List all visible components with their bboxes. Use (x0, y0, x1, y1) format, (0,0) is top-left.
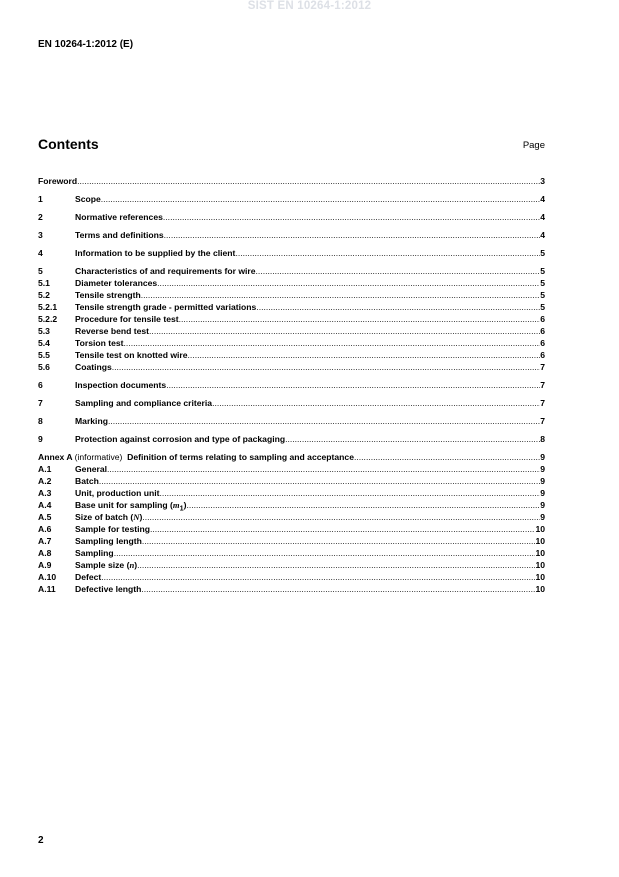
toc-entry[interactable] (38, 313, 545, 325)
table-of-contents (38, 175, 545, 595)
toc-entry-number: 5 (38, 266, 43, 276)
toc-entry-title: Torsion test (75, 338, 124, 348)
toc-entry-number: 6 (38, 380, 43, 390)
toc-entry-page: 9 (540, 488, 545, 498)
toc-entry-title: Foreword (38, 176, 78, 186)
toc-entry-number: A.5 (38, 512, 52, 522)
toc-entry[interactable] (38, 511, 545, 523)
dot-leader (149, 325, 540, 337)
toc-annex-heading (38, 451, 354, 463)
dot-leader (163, 211, 540, 223)
toc-entry[interactable] (38, 265, 545, 277)
toc-entry-page: 9 (540, 476, 545, 486)
page-title: Contents (38, 136, 99, 152)
toc-entry[interactable] (38, 337, 545, 349)
toc-entry-number: A.2 (38, 476, 52, 486)
toc-entry-number: A.10 (38, 572, 57, 582)
toc-entry-number: A.4 (38, 500, 52, 510)
dot-leader (160, 487, 541, 499)
title-text: Sample size ( (75, 560, 130, 570)
toc-entry-page: 5 (540, 290, 545, 300)
toc-entry-number: A.9 (38, 560, 52, 570)
toc-entry-title: Information to be supplied by the client (75, 248, 236, 258)
toc-entry-title: Reverse bend test (75, 326, 150, 336)
toc-entry-title: Diameter tolerances (75, 278, 158, 288)
annex-type: (informative) (74, 452, 123, 462)
dot-leader (166, 379, 540, 391)
toc-entry[interactable] (38, 415, 545, 427)
toc-entry-title (75, 511, 142, 523)
toc-entry-title: Protection against corrosion and type of packaging (75, 434, 286, 444)
toc-entry-page: 7 (540, 416, 545, 426)
dot-leader (157, 277, 540, 289)
dot-leader (183, 499, 540, 511)
toc-entry[interactable] (38, 325, 545, 337)
toc-entry[interactable] (38, 229, 545, 241)
toc-entry-page: 7 (540, 398, 545, 408)
toc-entry-page: 5 (540, 278, 545, 288)
dot-leader (77, 175, 540, 187)
dot-leader (188, 349, 541, 361)
dot-leader (141, 583, 535, 595)
toc-entry-title: Scope (75, 194, 101, 204)
dot-leader (142, 535, 536, 547)
toc-entry[interactable] (38, 379, 545, 391)
toc-entry-page: 10 (535, 524, 545, 534)
toc-entry-page: 9 (540, 452, 545, 462)
watermark: SIST EN 10264-1:2012 (247, 0, 372, 12)
toc-entry-title: Tensile strength grade - permitted variations (75, 302, 257, 312)
toc-entry-number: A.6 (38, 524, 52, 534)
toc-entry-number: A.11 (38, 584, 56, 594)
toc-entry-number: 5.3 (38, 326, 50, 336)
toc-entry-page: 7 (540, 380, 545, 390)
title-text-end: ) (183, 500, 187, 510)
toc-entry-title: Normative references (75, 212, 163, 222)
toc-entry[interactable] (38, 433, 545, 445)
dot-leader (107, 463, 540, 475)
toc-entry[interactable] (38, 397, 545, 409)
toc-entry-page: 6 (540, 350, 545, 360)
toc-entry-page: 5 (540, 266, 545, 276)
toc-entry-number: 1 (38, 194, 43, 204)
toc-entry[interactable] (38, 361, 545, 373)
toc-entry-page: 7 (540, 362, 545, 372)
toc-entry-number: 5.6 (38, 362, 50, 372)
toc-entry-title: Batch (75, 476, 99, 486)
toc-entry-title: Tensile strength (75, 290, 141, 300)
toc-entry-number: 8 (38, 416, 43, 426)
toc-entry[interactable] (38, 349, 545, 361)
dot-leader (101, 571, 535, 583)
toc-entry-number: 5.4 (38, 338, 50, 348)
toc-entry[interactable] (38, 301, 545, 313)
toc-entry-title: Tensile test on knotted wire (75, 350, 188, 360)
symbol-variable: N (133, 512, 140, 522)
toc-entry-title: Sample for testing (75, 524, 150, 534)
toc-entry-number: 5.2 (38, 290, 50, 300)
dot-leader (212, 397, 540, 409)
toc-entry-number: A.7 (38, 536, 52, 546)
toc-entry[interactable] (38, 559, 545, 571)
dot-leader (354, 451, 540, 463)
toc-entry-page: 10 (535, 584, 545, 594)
toc-entry-number: 3 (38, 230, 43, 240)
toc-entry-title: Marking (75, 416, 108, 426)
title-text-end: ) (139, 512, 143, 522)
dot-leader (179, 313, 541, 325)
dot-leader (137, 559, 535, 571)
toc-entry-page: 5 (540, 248, 545, 258)
toc-entry-title: Sampling (75, 548, 114, 558)
dot-leader (141, 289, 540, 301)
toc-entry[interactable] (38, 499, 545, 511)
toc-entry[interactable] (38, 247, 545, 259)
toc-entry-page: 6 (540, 314, 545, 324)
toc-entry-title: Defective length (75, 584, 142, 594)
toc-entry-number: 5.1 (38, 278, 50, 288)
toc-entry-page: 6 (540, 326, 545, 336)
dot-leader (108, 415, 540, 427)
toc-entry-page: 9 (540, 464, 545, 474)
dot-leader (285, 433, 540, 445)
toc-entry-number: 4 (38, 248, 43, 258)
toc-entry-number: 5.5 (38, 350, 50, 360)
toc-entry[interactable] (38, 523, 545, 535)
dot-leader (256, 301, 540, 313)
toc-entry-title: Sampling length (75, 536, 142, 546)
page-number: 2 (38, 835, 44, 846)
toc-entry-number: 7 (38, 398, 43, 408)
dot-leader (150, 523, 535, 535)
toc-entry-page: 10 (535, 536, 545, 546)
symbol-variable: m (172, 500, 180, 510)
toc-entry-page: 10 (535, 572, 545, 582)
toc-entry-number: 5.2.1 (38, 302, 58, 312)
dot-leader (164, 229, 541, 241)
dot-leader (235, 247, 540, 259)
toc-entry-title: General (75, 464, 108, 474)
toc-entry[interactable] (38, 211, 545, 223)
title-text: Base unit for sampling ( (75, 500, 173, 510)
toc-entry[interactable] (38, 487, 545, 499)
toc-entry-number: A.3 (38, 488, 52, 498)
toc-entry-page: 10 (535, 548, 545, 558)
toc-entry-page: 6 (540, 338, 545, 348)
dot-leader (99, 475, 540, 487)
toc-entry-title: Unit, production unit (75, 488, 160, 498)
toc-entry-page: 9 (540, 500, 545, 510)
toc-entry-page: 10 (535, 560, 545, 570)
toc-entry-page: 8 (540, 434, 545, 444)
toc-entry-number: A.1 (38, 464, 52, 474)
toc-entry-title: Characteristics of and requirements for wire (75, 266, 256, 276)
toc-entry[interactable] (38, 583, 545, 595)
toc-entry-number: 2 (38, 212, 43, 222)
toc-entry[interactable] (38, 547, 545, 559)
toc-entry-title: Inspection documents (75, 380, 167, 390)
symbol-subscript: 1 (179, 504, 184, 513)
toc-entry-page: 4 (540, 212, 545, 222)
annex-label: Annex A (38, 452, 73, 462)
toc-entry-title: Procedure for tensile test (75, 314, 179, 324)
toc-entry-page: 4 (540, 194, 545, 204)
toc-entry-title: Sampling and compliance criteria (75, 398, 213, 408)
page-column-label: Page (522, 140, 545, 151)
toc-entry-page: 9 (540, 512, 545, 522)
toc-entry[interactable] (38, 475, 545, 487)
toc-entry-number: A.8 (38, 548, 52, 558)
dot-leader (114, 547, 536, 559)
toc-entry-page: 3 (540, 176, 545, 186)
document-id: EN 10264-1:2012 (E) (38, 39, 134, 50)
dot-leader (256, 265, 541, 277)
dot-leader (112, 361, 540, 373)
dot-leader (142, 511, 540, 523)
toc-entry[interactable] (38, 463, 545, 475)
toc-entry-title (75, 559, 137, 571)
symbol-variable: n (129, 560, 135, 570)
toc-entry-page: 5 (540, 302, 545, 312)
title-text-end: ) (134, 560, 138, 570)
toc-entry-title: Terms and definitions (75, 230, 164, 240)
dot-leader (101, 193, 540, 205)
toc-entry[interactable] (38, 193, 545, 205)
toc-entry[interactable] (38, 277, 545, 289)
toc-entry-number: 9 (38, 434, 43, 444)
toc-entry-title: Defect (75, 572, 102, 582)
toc-entry-page: 4 (540, 230, 545, 240)
dot-leader (124, 337, 541, 349)
toc-entry-title: Coatings (75, 362, 112, 372)
toc-entry-annex-a[interactable] (38, 451, 545, 463)
title-text: Size of batch ( (75, 512, 134, 522)
toc-entry[interactable] (38, 571, 545, 583)
toc-entry[interactable] (38, 535, 545, 547)
toc-entry-number: 5.2.2 (38, 314, 58, 324)
toc-entry-foreword[interactable] (38, 175, 545, 187)
toc-entry[interactable] (38, 289, 545, 301)
toc-entry-title: Definition of terms relating to sampling and acceptance (127, 452, 354, 462)
